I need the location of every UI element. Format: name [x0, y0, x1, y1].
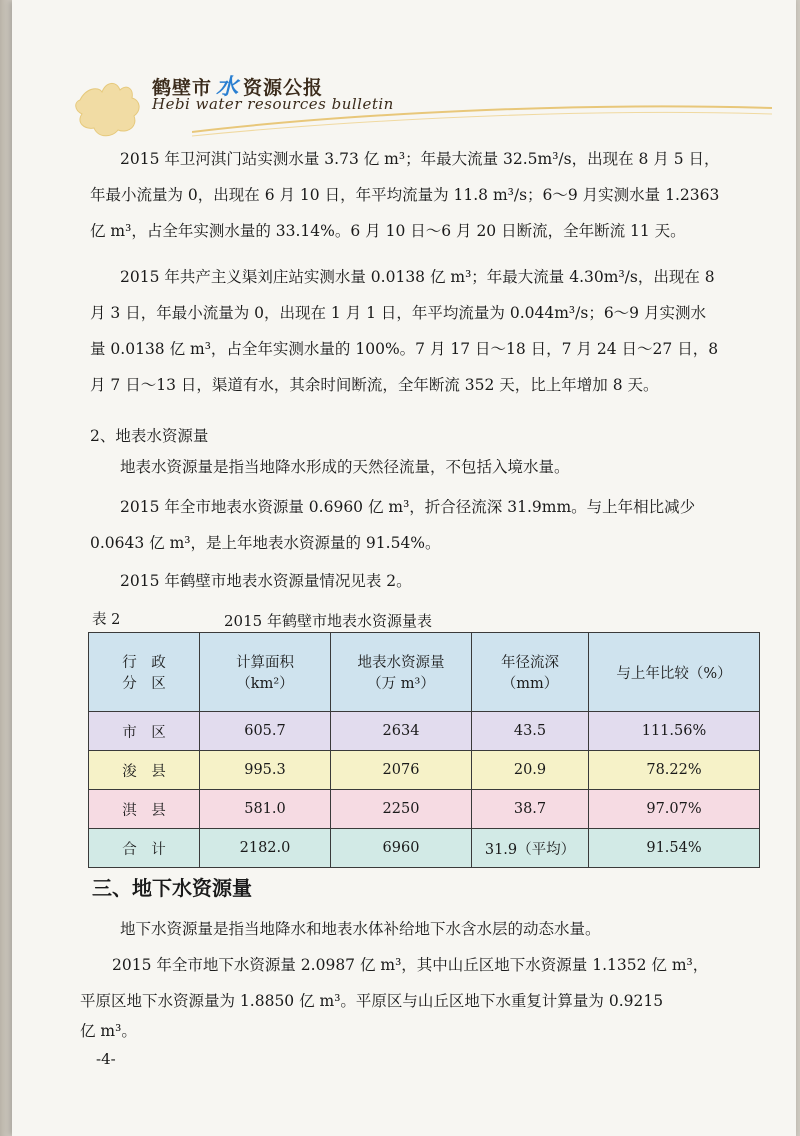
cell-district: 市 区	[89, 712, 200, 751]
paragraph-line: 亿 m³。	[80, 1022, 137, 1040]
cell-resource: 2076	[331, 751, 472, 790]
header-compare: 与上年比较（%）	[589, 633, 760, 712]
cell-depth: 38.7	[472, 790, 589, 829]
paragraph-line: 月 7 日～13 日，渠道有水，其余时间断流，全年断流 352 天，比上年增加 8 天。	[90, 376, 659, 394]
title-water-glyph: 水	[216, 75, 240, 100]
cell-area: 605.7	[200, 712, 331, 751]
paragraph-line: 0.0643 亿 m³，是上年地表水资源量的 91.54%。	[90, 534, 441, 552]
cell-resource: 2634	[331, 712, 472, 751]
header-area: 计算面积 （km²）	[200, 633, 331, 712]
cell-compare: 97.07%	[589, 790, 760, 829]
cell-compare: 78.22%	[589, 751, 760, 790]
page-left-edge	[0, 0, 12, 1136]
cell-district: 淇 县	[89, 790, 200, 829]
cell-area: 995.3	[200, 751, 331, 790]
subsection-title: 2、地表水资源量	[90, 427, 209, 445]
page-number: -4-	[96, 1050, 116, 1068]
table-header-row	[89, 633, 760, 712]
cell-depth: 43.5	[472, 712, 589, 751]
table-row	[89, 790, 760, 829]
bulletin-header	[72, 62, 772, 142]
paragraph-line: 地下水资源量是指当地降水和地表水体补给地下水含水层的动态水量。	[120, 920, 601, 938]
paragraph-line: 2015 年全市地下水资源量 2.0987 亿 m³，其中山丘区地下水资源量 1.1352 亿 m³，	[112, 956, 709, 974]
document-page	[12, 0, 796, 1136]
cell-resource: 2250	[331, 790, 472, 829]
paragraph-line: 2015 年全市地表水资源量 0.6960 亿 m³，折合径流深 31.9mm。与上年相比减少	[120, 498, 696, 516]
paragraph-line: 平原区地下水资源量为 1.8850 亿 m³。平原区与山丘区地下水重复计算量为 0.9215	[80, 992, 664, 1010]
title-part1: 鹤壁市	[152, 77, 213, 99]
cell-district: 合 计	[89, 829, 200, 868]
cell-district: 浚 县	[89, 751, 200, 790]
cell-area: 581.0	[200, 790, 331, 829]
table-row	[89, 829, 760, 868]
paragraph-line: 月 3 日，年最小流量为 0，出现在 1 月 1 日，年平均流量为 0.044m³/s；6～9 月实测水	[90, 304, 706, 322]
cell-depth: 31.9（平均）	[472, 829, 589, 868]
cell-depth: 20.9	[472, 751, 589, 790]
section-title: 三、地下水资源量	[92, 876, 252, 900]
cell-compare: 111.56%	[589, 712, 760, 751]
paragraph-line: 2015 年共产主义渠刘庄站实测水量 0.0138 亿 m³；年最大流量 4.30m³/s，出现在 8	[120, 268, 715, 286]
cell-area: 2182.0	[200, 829, 331, 868]
paragraph-line: 亿 m³，占全年实测水量的 33.14%。6 月 10 日～6 月 20 日断流，全年断流 11 天。	[90, 222, 686, 240]
header-depth: 年径流深 （mm）	[472, 633, 589, 712]
cell-resource: 6960	[331, 829, 472, 868]
surface-water-table	[88, 632, 760, 868]
table-title: 2015 年鹤壁市地表水资源量表	[224, 612, 432, 630]
paragraph-line: 2015 年鹤壁市地表水资源量情况见表 2。	[120, 572, 412, 590]
table-row	[89, 751, 760, 790]
header-resource: 地表水资源量 （万 m³）	[331, 633, 472, 712]
paragraph-line: 量 0.0138 亿 m³，占全年实测水量的 100%。7 月 17 日～18 日，7 月 24 日～27 日，8	[90, 340, 719, 358]
paragraph-line: 年最小流量为 0，出现在 6 月 10 日，年平均流量为 11.8 m³/s；6～9 月实测水量 1.2363	[90, 186, 720, 204]
hebi-map-logo-icon	[72, 70, 152, 142]
paragraph-line: 2015 年卫河淇门站实测水量 3.73 亿 m³；年最大流量 32.5m³/s，出现在 8 月 5 日，	[120, 150, 720, 168]
paragraph-line: 地表水资源量是指当地降水形成的天然径流量，不包括入境水量。	[120, 458, 570, 476]
header-district: 行 政 分 区	[89, 633, 200, 712]
bulletin-title-en: Hebi water resources bulletin	[152, 95, 394, 113]
table-label: 表 2	[92, 612, 121, 628]
table-row	[89, 712, 760, 751]
title-part2: 资源公报	[243, 77, 324, 99]
cell-compare: 91.54%	[589, 829, 760, 868]
